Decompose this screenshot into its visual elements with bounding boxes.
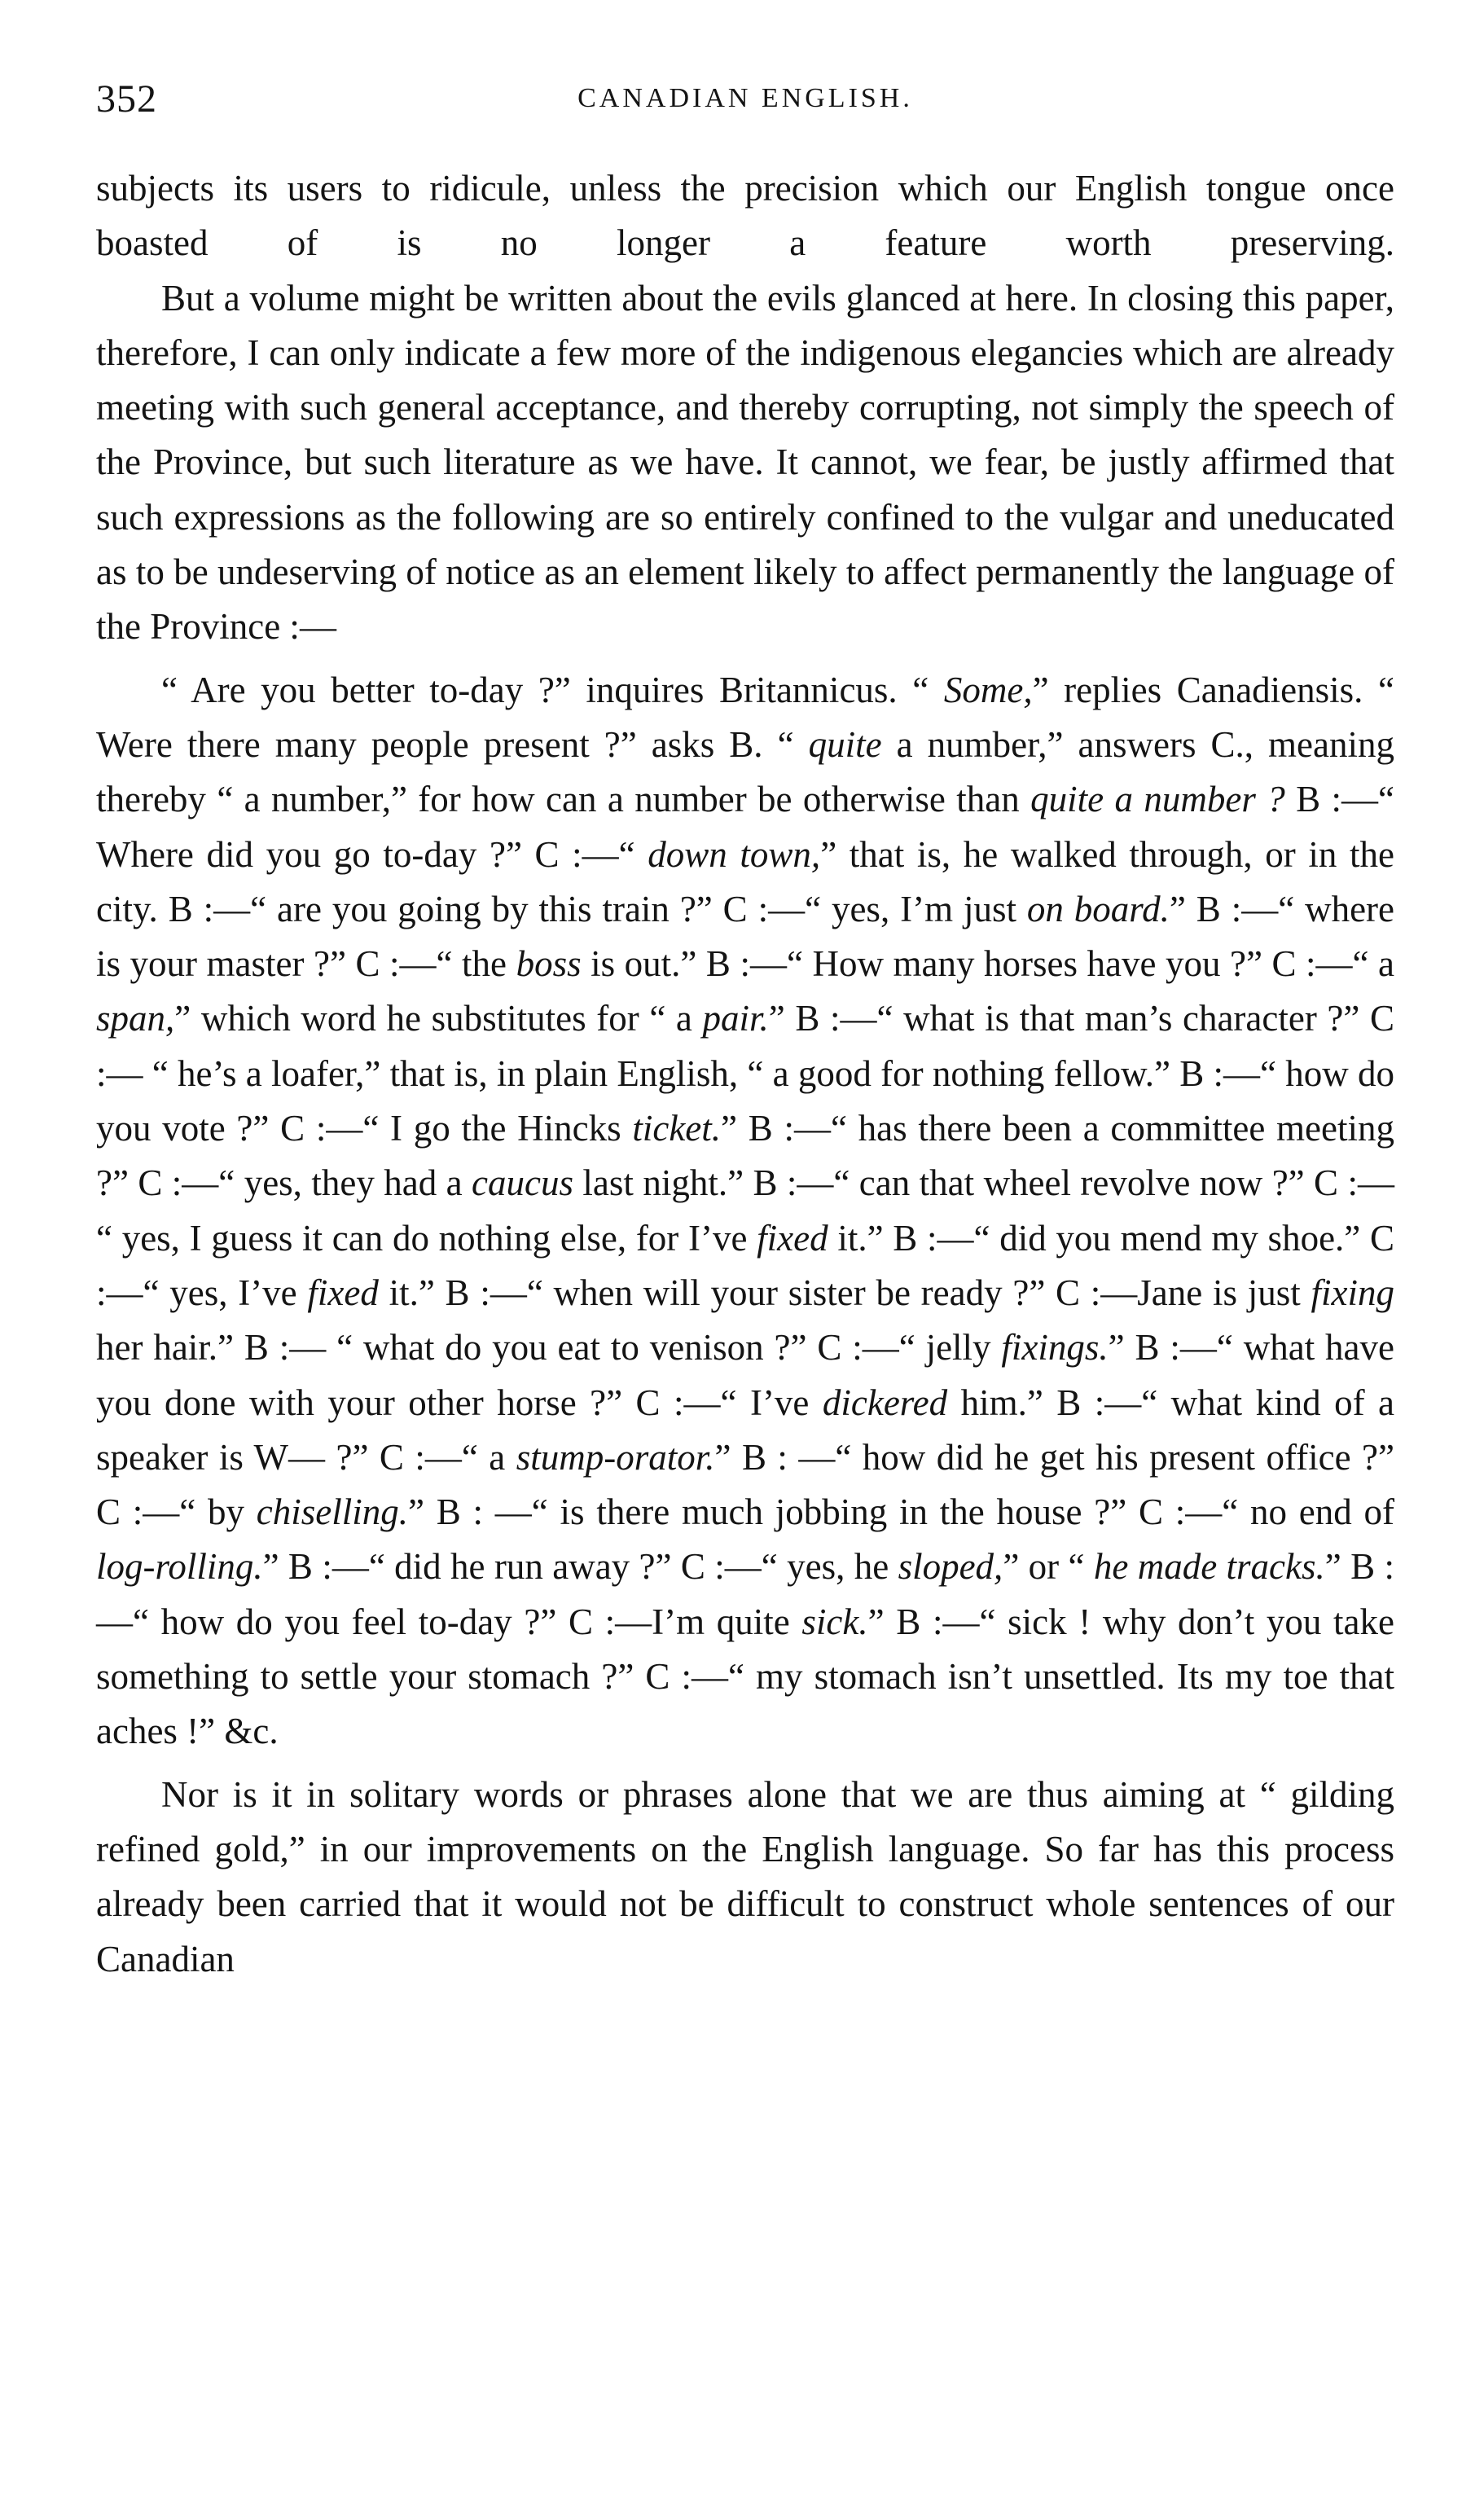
italic-text-segment: stump-orator. [516,1436,715,1478]
text-segment: last night.” B :—“ can that wheel revolve now ?” C :— “ yes, I guess it can do nothing else, for I’ve [96,1162,1394,1259]
text-segment: “ Are you better to-day ?” inquires Britannicus. “ [161,669,944,710]
text-segment: But a volume might be written about the evils glanced at here. In closing this paper, therefore, I can only indicate a few more of the indigenous elegancies which are already meeting with such general acceptance, and thereby corrupting, not simply the speech of the Province, but such literature as we have. It cannot, we fear, be justly affirmed that such expressions as the following are so entirely confined to the vulgar and uneducated as to be undeserving of notice as an element likely to affect permanently the language of the Province :— [96,277,1394,648]
text-segment: her hair.” B :— “ what do you eat to venison ?” C :—“ jelly [96,1327,1002,1369]
text-segment: B :—“ Where did you go to-day ?” C :—“ [96,779,1394,875]
text-segment: ” B :—“ did he run away ?” C :—“ yes, he [262,1546,898,1588]
running-head: CANADIAN ENGLISH. [577,83,913,113]
italic-text-segment: pair. [702,998,769,1039]
page-number: 352 [96,77,157,121]
text-segment: ” B :—“ has there been a committee meeting ?” C :—“ yes, they had a [96,1108,1395,1204]
italic-text-segment: fixed [757,1217,828,1259]
text-segment: ” replies Canadiensis. “ Were there many people present ?” asks B. “ [96,669,1394,765]
italic-text-segment: chiselling. [256,1492,409,1533]
italic-text-segment: boss [516,943,582,985]
text-segment: ” B : —“ how did he get his present office ?” C :—“ by [96,1436,1394,1533]
italic-text-segment: fixings. [1001,1327,1109,1369]
italic-text-segment: ticket. [632,1108,722,1149]
text-segment: ” or “ [1003,1546,1094,1588]
italic-text-segment: span, [96,998,175,1039]
page-header [96,77,1394,134]
text-segment: ” B :—“ what have you done with your other horse ?” C :—“ I’ve [96,1327,1395,1423]
italic-text-segment: sloped, [898,1546,1003,1588]
italic-text-segment: sick. [801,1601,868,1642]
text-segment: it.” B :—“ when will your sister be ready ?” C :—Jane is just [378,1272,1311,1313]
italic-text-segment: quite [808,723,882,765]
text-segment: subjects its users to ridicule, unless the precision which our English tongue once boasted of is no longer a feature worth preserving. [96,168,1394,264]
italic-text-segment: down town, [648,833,821,875]
paragraph-closing [96,1768,1394,1987]
paragraph-volume [96,271,1394,655]
text-segment: ” which word he substitutes for “ a [174,998,703,1039]
italic-text-segment: dickered [822,1382,948,1423]
italic-text-segment: fixed [307,1272,379,1313]
text-segment: is out.” B :—“ How many horses have you ?” C :—“ a [581,943,1394,985]
italic-text-segment: he made tracks. [1093,1546,1325,1588]
italic-text-segment: on board. [1026,888,1170,929]
text-segment: ” that is, he walked through, or in the city. B :—“ are you going by this train ?” C :—“ yes, I’m just [96,833,1394,929]
text-segment: Nor is it in solitary words or phrases alone that we are thus aiming at “ gilding refined gold,” in our improvements on the English language. So far has this process already been carried that it would not be difficult to construct whole sentences of our Canadian [96,1773,1394,1979]
italic-text-segment: caucus [472,1162,573,1204]
body-text [96,161,1394,1987]
text-segment: it.” B :—“ did you mend my shoe.” C :—“ yes, I’ve [96,1217,1395,1313]
paragraph-continued [96,161,1394,271]
text-segment: ” B :—“ how do you feel to-day ?” C :—I’m quite [96,1546,1395,1642]
text-segment: ” B :—“ where is your master ?” C :—“ the [96,888,1395,985]
text-segment: ” B : —“ is there much jobbing in the house ?” C :—“ no end of [408,1492,1394,1533]
text-segment: him.” B :—“ what kind of a speaker is W— ?” C :—“ a [96,1382,1394,1478]
text-segment: ” B :—“ what is that man’s character ?” C :— “ he’s a loafer,” that is, in plain English, “ a good for nothing fellow.” B :—“ how do you vote ?” C :—“ I go the Hincks [96,998,1394,1149]
paragraph-dialogue [96,663,1394,1760]
text-segment: a number,” answers C., meaning thereby “ a number,” for how can a number be otherwise than [96,723,1394,820]
italic-text-segment: log-rolling. [96,1546,263,1588]
italic-text-segment: fixing [1311,1272,1394,1313]
italic-text-segment: Some, [943,669,1033,710]
italic-text-segment: quite a number ? [1030,779,1285,820]
text-segment: ” B :—“ sick ! why don’t you take something to settle your stomach ?” C :—“ my stomach isn’t unsettled. Its my toe that aches !” &c. [96,1601,1395,1752]
